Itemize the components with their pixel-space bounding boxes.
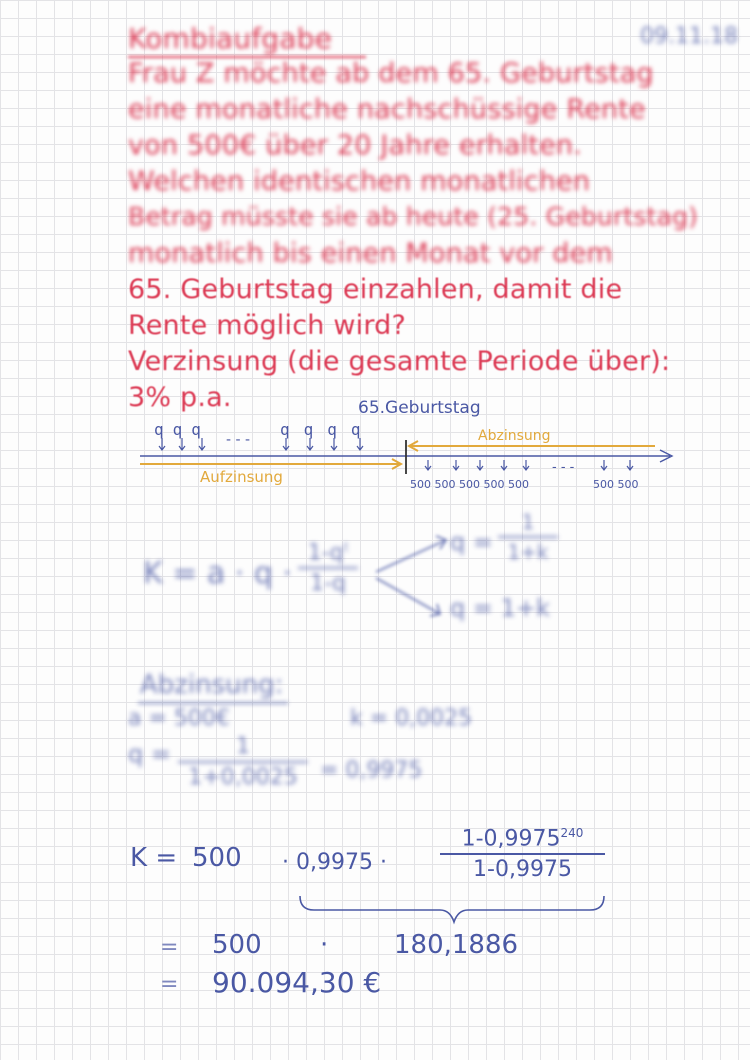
aufzinsung-timeline-label: Aufzinsung	[200, 468, 283, 486]
q-fraction-bar	[178, 761, 308, 763]
deposit-ellipsis: - - -	[226, 432, 251, 448]
formula-fraction-bar	[298, 567, 358, 569]
q-fraction	[178, 734, 308, 790]
a-value-line: a = 500€	[128, 706, 230, 731]
q-result: = 0,9975	[320, 758, 423, 783]
payment-labels	[410, 478, 529, 491]
calc-result: 90.094,30 €	[212, 966, 382, 999]
deposit-q-4: q	[280, 420, 304, 439]
payment-3: 500	[459, 478, 480, 491]
payment-1: 500	[410, 478, 431, 491]
formula-exponent: t	[343, 540, 349, 554]
abzinsung-heading: Abzinsung:	[140, 670, 284, 700]
branch1-denominator: 1+k	[507, 540, 549, 564]
calc-line2-eq: =	[160, 935, 179, 960]
task-line-5: Betrag müsste sie ab heute (25. Geburtstag)	[128, 202, 699, 231]
task-line-10: 3% p.a.	[128, 382, 232, 413]
abzinsung-heading-underline	[138, 702, 288, 704]
branch1-numerator: 1	[521, 510, 535, 534]
curly-brace	[300, 896, 604, 922]
deposit-q-7: q	[350, 420, 375, 439]
abzinsung-timeline-label: Abzinsung	[478, 428, 551, 444]
branch1-fraction-bar	[498, 536, 558, 538]
payment-2: 500	[434, 478, 456, 491]
deposit-q-1: q	[154, 420, 173, 439]
branch1-prefix: q =	[450, 528, 493, 556]
deposit-q-labels-right	[280, 420, 375, 439]
task-line-4: Welchen identischen monatlichen	[128, 166, 591, 197]
branch2-formula: q = 1+k	[450, 594, 550, 622]
payment-4: 500	[483, 478, 505, 491]
deposit-q-labels	[154, 420, 210, 439]
payment-labels-right	[593, 478, 639, 491]
date: 09.11.18	[640, 24, 738, 49]
payment-ellipsis: - - -	[552, 460, 575, 475]
formula-lhs: K = a · q ·	[143, 556, 292, 591]
calc-line3-eq: =	[160, 972, 179, 997]
calc-line2-dot: ·	[320, 930, 329, 960]
calc-line2-value: 180,1886	[394, 930, 519, 960]
birthday-label: 65.Geburtstag	[358, 398, 481, 418]
k-value-line: k = 0,0025	[350, 706, 473, 731]
task-line-7: 65. Geburtstag einzahlen, damit die	[128, 274, 623, 305]
formula-denominator: 1-q	[310, 571, 346, 597]
task-line-6: monatlich bis einen Monat vor dem	[128, 238, 613, 269]
branch1-fraction	[498, 510, 558, 564]
calc-exponent: 240	[560, 826, 584, 840]
payment-6: 500	[593, 478, 614, 491]
calc-numerator: 1-0,9975$^{240}$	[461, 826, 584, 852]
q-denominator: 1+0,0025	[188, 765, 298, 790]
calc-fraction	[440, 826, 605, 882]
calc-q-factor: · 0,9975 ·	[282, 850, 387, 875]
payment-5: 500	[508, 478, 529, 491]
calc-line2-a: 500	[212, 930, 262, 960]
calc-k-label: K =	[130, 843, 178, 873]
calc-a-value: 500	[192, 843, 242, 873]
task-line-9: Verzinsung (die gesamte Periode über):	[128, 346, 671, 377]
payment-7: 500	[617, 478, 639, 491]
task-line-1: Frau Z möchte ab dem 65. Geburtstag	[128, 58, 654, 89]
formula-fraction	[298, 540, 358, 596]
deposit-q-3: q	[191, 420, 210, 439]
deposit-q-5: q	[303, 420, 328, 439]
formula-numerator: $1-q^t$	[307, 540, 349, 566]
page-title: Kombiaufgabe	[128, 22, 333, 55]
deposit-q-2: q	[172, 420, 192, 439]
deposit-q-6: q	[327, 420, 351, 439]
task-line-8: Rente möglich wird?	[128, 310, 407, 341]
calc-fraction-bar	[440, 853, 605, 855]
formula-branch-arrows	[376, 536, 446, 616]
calc-denominator: 1-0,9975	[473, 857, 572, 883]
deposit-arrows	[159, 438, 363, 450]
task-line-3: von 500€ über 20 Jahre erhalten.	[128, 130, 582, 161]
q-prefix: q =	[128, 740, 171, 768]
payout-arrows	[425, 460, 633, 470]
q-numerator: 1	[236, 734, 250, 759]
task-line-2: eine monatliche nachschüssige Rente	[128, 94, 646, 125]
